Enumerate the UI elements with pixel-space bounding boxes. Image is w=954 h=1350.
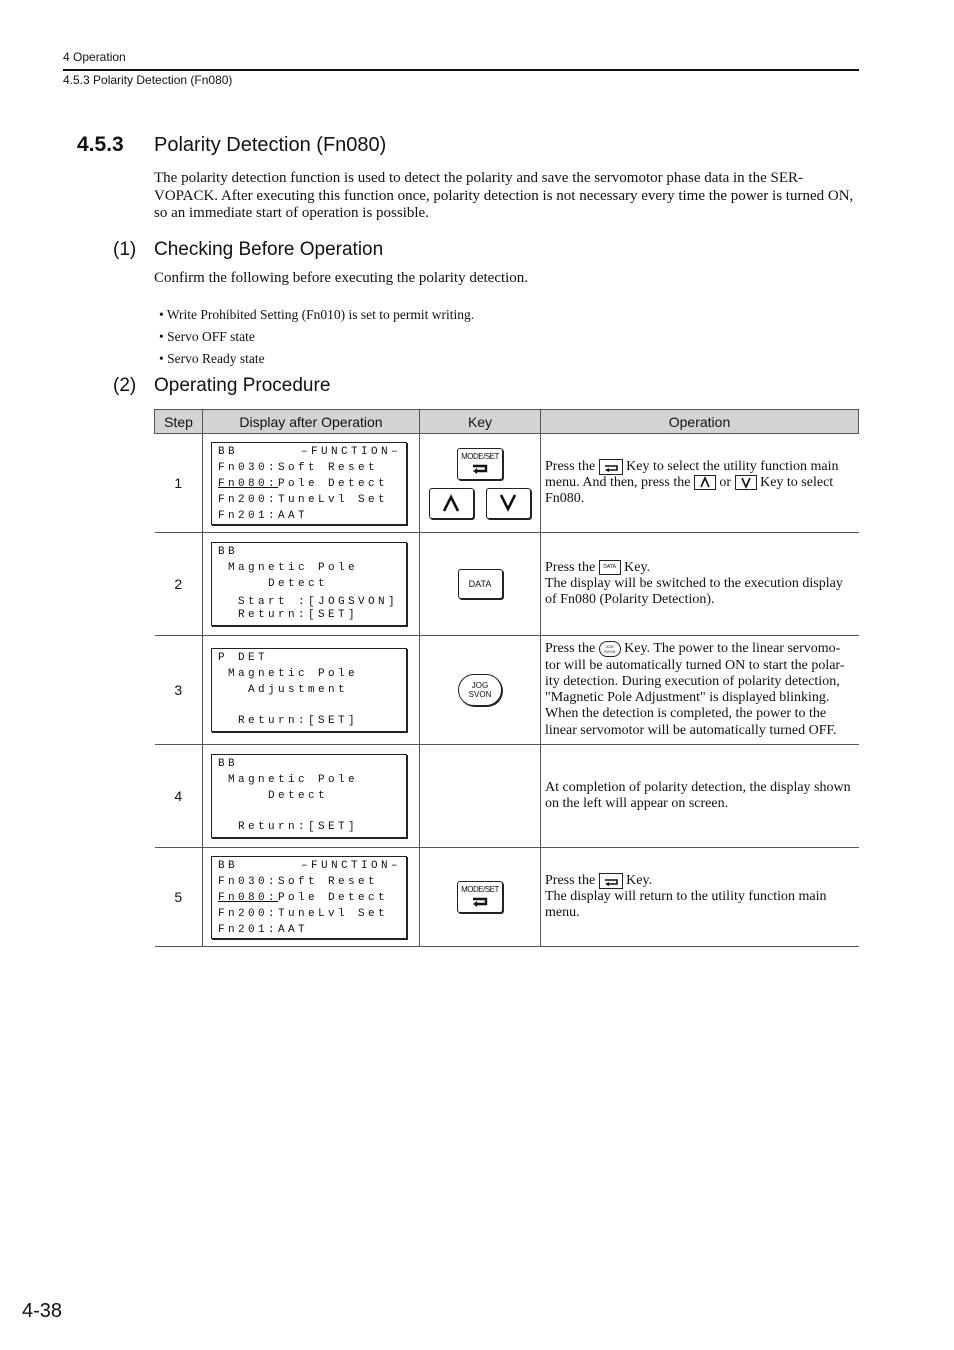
col-header-operation: Operation	[541, 410, 859, 434]
lcd-display	[211, 648, 407, 732]
down-key[interactable]	[486, 488, 531, 519]
return-arrow-icon	[471, 462, 489, 474]
bullet-item: • Write Prohibited Setting (Fn010) is set to permit writing.	[159, 307, 475, 322]
lcd-line: Fn030:Soft Reset	[218, 461, 379, 474]
lcd-line: BB	[218, 758, 239, 770]
key-label-svon: SVON	[468, 690, 492, 699]
lcd-line	[218, 892, 388, 904]
lcd-line	[218, 478, 388, 490]
lcd-line: Return:[SET]	[218, 821, 359, 833]
key-cell	[420, 636, 541, 745]
key-label: MODE/SET	[461, 451, 499, 461]
table-row	[155, 636, 859, 745]
op-text: Press the	[545, 559, 596, 575]
section-title: Polarity Detection (Fn080)	[154, 134, 387, 156]
operation-cell	[541, 636, 859, 745]
op-text: Key.	[624, 559, 651, 575]
mode-set-key[interactable]	[457, 881, 503, 913]
bullet-item: • Servo OFF state	[159, 329, 255, 344]
data-key[interactable]: DATA	[458, 569, 503, 599]
running-header-chapter: 4 Operation	[63, 50, 126, 64]
table-header-row	[155, 410, 859, 434]
key-cell	[420, 533, 541, 636]
step-number: 1	[155, 434, 203, 533]
header-rule	[63, 69, 859, 71]
up-arrow-icon	[694, 475, 716, 490]
col-header-key: Key	[420, 410, 541, 434]
op-text: Key to select Fn080.	[545, 475, 834, 507]
key-label: MODE/SET	[461, 885, 499, 894]
step-number: 5	[155, 848, 203, 947]
display-cell	[203, 434, 420, 533]
step-number: 2	[155, 533, 203, 636]
lcd-line: P DET	[218, 652, 269, 664]
step-number: 3	[155, 636, 203, 745]
lcd-line: Detect	[218, 578, 329, 590]
up-key[interactable]	[429, 488, 474, 519]
op-text: Key.	[626, 872, 653, 888]
jog-svon-key-icon	[599, 641, 621, 657]
procedure-table	[154, 409, 859, 947]
subsection-title: Checking Before Operation	[154, 239, 384, 260]
display-cell	[203, 636, 420, 745]
table-row	[155, 848, 859, 947]
key-label-svon: SVON	[604, 649, 616, 655]
section-intro: The polarity detection function is used to detect the polarity and save the servomotor phase data in the SER-VOPACK. After executing this function once, polarity detection is not necessary every time the power is turned ON, so an immediate start of operation is possible.	[154, 170, 854, 221]
key-label	[459, 675, 501, 699]
jog-svon-key[interactable]	[458, 674, 502, 706]
operation-cell	[541, 848, 859, 947]
operation-cell	[541, 533, 859, 636]
col-header-display: Display after Operation	[203, 410, 420, 434]
op-text: Press the	[545, 641, 596, 657]
data-key-icon: DATA	[599, 560, 621, 575]
lcd-line: –FUNCTION–	[300, 445, 401, 458]
lcd-line: Fn200:TuneLvl Set	[218, 493, 389, 506]
lcd-line: Start :[JOGSVON]	[218, 596, 399, 608]
lcd-line: BB	[218, 546, 239, 558]
lcd-line: Adjustment	[218, 684, 349, 696]
lcd-text: Pole Detect	[278, 477, 389, 490]
lcd-line: Magnetic Pole	[218, 774, 359, 786]
lcd-line: BB	[218, 445, 239, 458]
operation-cell	[541, 434, 859, 533]
subsection-title: Operating Procedure	[154, 375, 331, 396]
lcd-display	[211, 856, 407, 939]
table-row	[155, 434, 859, 533]
page-number: 4-38	[22, 1300, 63, 1322]
down-arrow-icon	[735, 475, 757, 490]
lcd-display	[211, 754, 407, 838]
col-header-step: Step	[155, 410, 203, 434]
key-cell	[420, 848, 541, 947]
key-label-jog: JOG	[605, 644, 614, 650]
key-cell	[420, 745, 541, 848]
bullet-item: • Servo Ready state	[159, 351, 265, 366]
lcd-line: –FUNCTION–	[300, 859, 401, 872]
lcd-line: Fn201:AAT	[218, 509, 309, 522]
op-text: Press the	[545, 458, 596, 474]
lcd-line: Return:[SET]	[218, 715, 359, 727]
confirm-text: Confirm the following before executing the polarity detection.	[154, 270, 529, 286]
lcd-line: BB	[218, 859, 239, 872]
lcd-text: Pole Detect	[278, 891, 389, 904]
down-arrow-icon	[499, 494, 517, 512]
op-text: The display will be switched to the execution display of Fn080 (Polarity Detection).	[545, 575, 843, 608]
op-text: or	[719, 475, 732, 490]
op-text: The display will return to the utility function main menu.	[545, 889, 827, 921]
lcd-line: Return:[SET]	[218, 609, 359, 621]
op-text: Key to select the utility function main menu. And then, press the	[545, 458, 839, 490]
display-cell	[203, 745, 420, 848]
subsection-number: (2)	[113, 375, 137, 396]
lcd-line: Detect	[218, 790, 329, 802]
key-cell	[420, 434, 541, 533]
lcd-line: Fn201:AAT	[218, 923, 309, 936]
lcd-cursor-item: Fn080:	[218, 891, 279, 904]
op-text: Press the	[545, 872, 596, 888]
display-cell	[203, 848, 420, 947]
lcd-display	[211, 442, 407, 525]
key-label-jog: JOG	[471, 681, 489, 690]
mode-set-key-icon	[599, 459, 623, 475]
lcd-cursor-item: Fn080:	[218, 477, 279, 490]
mode-set-key[interactable]	[457, 448, 503, 480]
return-arrow-icon	[471, 895, 489, 907]
lcd-line: Fn200:TuneLvl Set	[218, 907, 389, 920]
running-header-section: 4.5.3 Polarity Detection (Fn080)	[63, 73, 233, 87]
lcd-line: Magnetic Pole	[218, 668, 359, 680]
step-number: 4	[155, 745, 203, 848]
operation-cell: At completion of polarity detection, the display shown on the left will appear on screen.	[541, 745, 859, 848]
table-row	[155, 745, 859, 848]
mode-set-key-icon	[599, 873, 623, 889]
lcd-display	[211, 542, 407, 626]
display-cell	[203, 533, 420, 636]
subsection-number: (1)	[113, 239, 137, 260]
lcd-line: Magnetic Pole	[218, 562, 359, 574]
table-row	[155, 533, 859, 636]
lcd-line: Fn030:Soft Reset	[218, 875, 379, 888]
up-arrow-icon	[442, 494, 460, 512]
section-number: 4.5.3	[77, 133, 124, 156]
op-text: Key. The power to the linear servomo-tor will be automatically turned ON to start the polar-ity detection. During execution of polarity detection, "Magnetic Pole Adjustment" is displayed blinking. When the detection is completed, the power to the linear servomotor will be automatically turned OFF.	[545, 641, 845, 738]
